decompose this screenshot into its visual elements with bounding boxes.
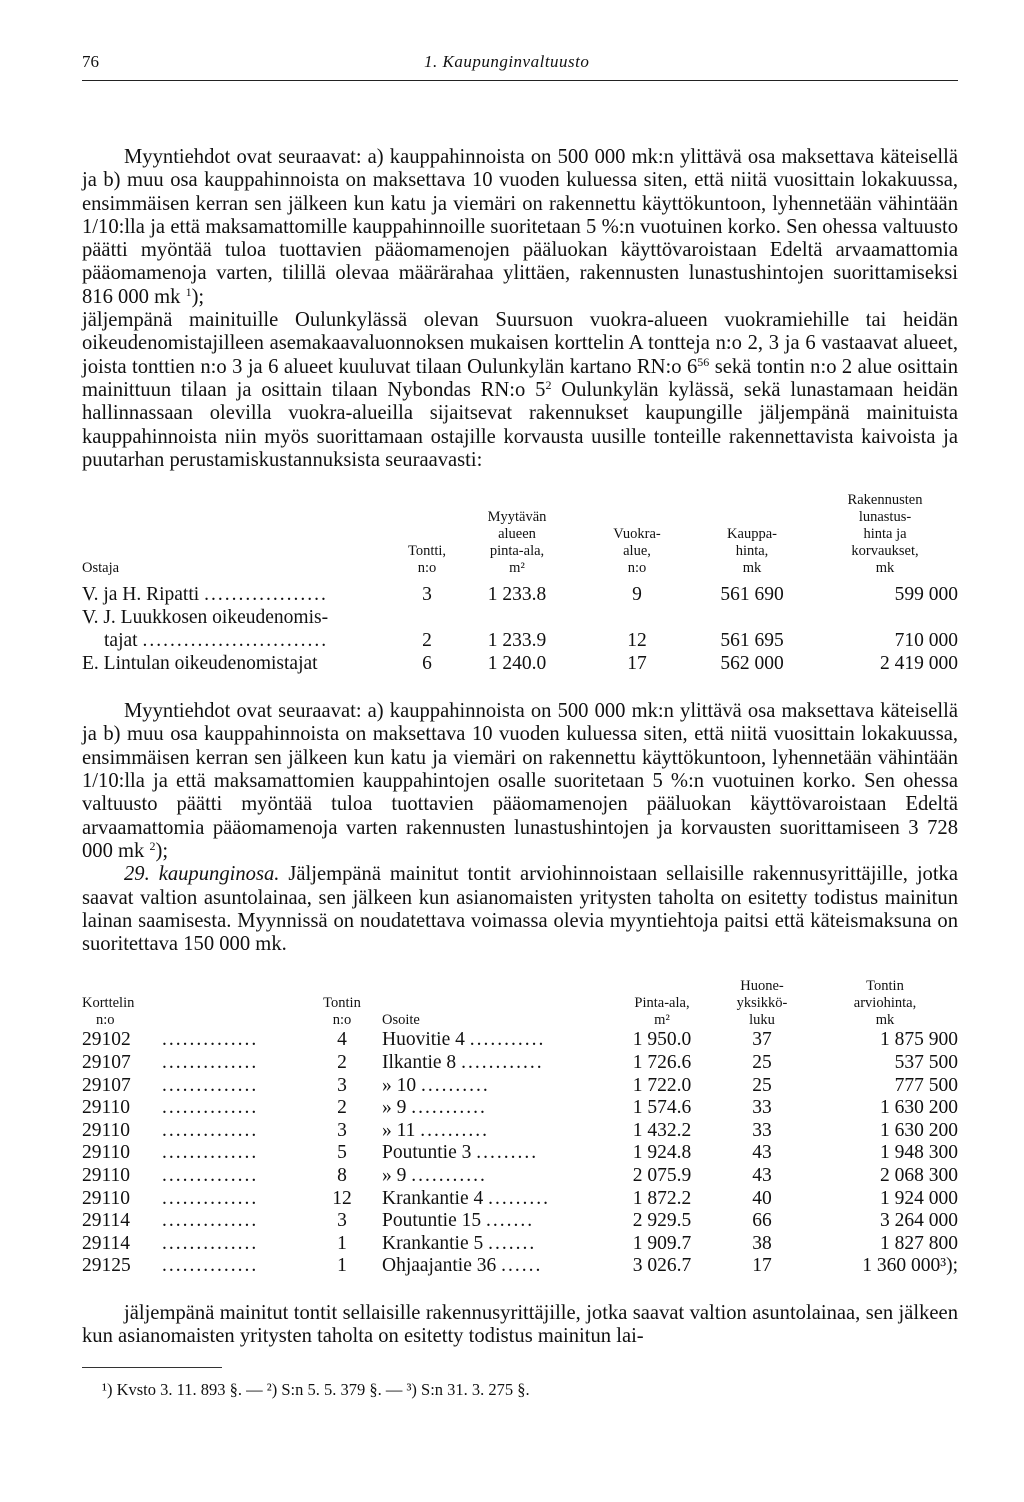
page-header bbox=[82, 48, 958, 81]
cell-osoite: Huovitie 4 ........... bbox=[382, 1029, 546, 1051]
paragraph-continuation: jäljempänä mainitut tontit sellaisille rakennusyrittäjille, jotka saavat valtion asuntolainaa, sen jälkeen kun asianomaisten yritysten taholta on esitetty todistus mainitun lai- bbox=[82, 1301, 958, 1348]
table-row bbox=[82, 1233, 958, 1256]
cell-leader-dots: .............. bbox=[162, 1029, 259, 1051]
document-page bbox=[82, 48, 958, 1400]
cell-leader-dots: .............. bbox=[162, 1232, 259, 1254]
table-row bbox=[82, 1210, 958, 1233]
cell-kortteli: 29114 bbox=[82, 1210, 131, 1232]
table-row: V. J. Luukkosen oikeudenomis- tajat ........................... 2 1 233.9 12 561 695 710 000 bbox=[82, 607, 958, 652]
table-row bbox=[82, 1052, 958, 1075]
cell-huoneyksikko: 37 bbox=[752, 1029, 772, 1051]
page-number: 76 bbox=[82, 52, 99, 71]
cell-arviohinta: 1 924 000 bbox=[880, 1187, 958, 1209]
cell-osoite: Ohjaajantie 36 ...... bbox=[382, 1255, 543, 1277]
cell-arviohinta: 537 500 bbox=[894, 1052, 958, 1074]
cell-kortteli: 29110 bbox=[82, 1164, 131, 1186]
cell-kortteli: 29114 bbox=[82, 1232, 131, 1254]
plots-table bbox=[82, 978, 958, 1278]
cell-pinta-ala: 1 574.6 bbox=[632, 1097, 692, 1119]
footnotes: ¹) Kvsto 3. 11. 893 §. — ²) S:n 5. 5. 379 §. — ³) S:n 31. 3. 275 §. bbox=[102, 1379, 530, 1399]
cell-huoneyksikko: 38 bbox=[752, 1232, 772, 1254]
section-caption: kaupunginosa. bbox=[158, 863, 280, 886]
cell-huoneyksikko: 17 bbox=[752, 1255, 772, 1277]
cell-pinta-ala: 2 929.5 bbox=[632, 1210, 692, 1232]
col-pinta-ala-2: Pinta-ala, m² bbox=[634, 995, 690, 1029]
cell-arviohinta: 1 827 800 bbox=[880, 1232, 958, 1254]
cell-leader-dots: .............. bbox=[162, 1210, 259, 1232]
table-row bbox=[82, 1188, 958, 1211]
cell-huoneyksikko: 43 bbox=[752, 1142, 772, 1164]
col-ostaja: Ostaja bbox=[82, 560, 120, 577]
plots-table-body bbox=[82, 1029, 958, 1278]
cell-leader-dots: .............. bbox=[162, 1142, 259, 1164]
cell-osoite: Poutuntie 3 ......... bbox=[382, 1142, 539, 1164]
cell-tontti: 2 bbox=[337, 1052, 347, 1074]
cell-leader-dots: .............. bbox=[162, 1187, 259, 1209]
plots-table-header bbox=[82, 978, 958, 1029]
cell-leader-dots: .............. bbox=[162, 1097, 259, 1119]
paragraph-sales-terms-1: Myyntiehdot ovat seuraavat: a) kauppahinnoista on 500 000 mk:n ylittävä osa maksettava käteisellä ja b) muu osa kauppahinnoista on maksettava 10 vuoden kuluessa siten, että niitä vuosittain lokakuussa, ensimmäisen kerran sen jälkeen kun katu ja viemäri on rakennettu käyttökuntoon, lyhennetään vähintään 1/10:lla ja että maksamattomille kauppahinnoille suoritetaan 5 %:n vuotuinen korko. Sen ohessa valtuusto päätti myöntää tuloa tuottavien pääomamenojen pääluokan käyttövaroistaan Edeltä arvaamattomia pääomamenoja varten, tilillä olevaa määrärahaa ylittäen, rakennusten lunastushintojen suorittamiseksi 816 000 mk $^1$); bbox=[82, 146, 958, 308]
table-row: E. Lintulan oikeudenomistajat 6 1 240.0 17 562 000 2 419 000 bbox=[82, 653, 958, 675]
cell-huoneyksikko: 25 bbox=[752, 1074, 772, 1096]
cell-tontti: 3 bbox=[337, 1074, 347, 1096]
col-huoneyksikko: Huone- yksikkö- luku bbox=[736, 978, 788, 1029]
cell-leader-dots: .............. bbox=[162, 1255, 259, 1277]
table-row bbox=[82, 1075, 958, 1098]
cell-kortteli: 29110 bbox=[82, 1142, 131, 1164]
cell-osoite: » 9 ........... bbox=[382, 1164, 487, 1186]
cell-arviohinta: 1 630 200 bbox=[880, 1097, 958, 1119]
col-kauppahinta: Kauppa- hinta, mk bbox=[727, 526, 777, 577]
col-arviohinta: Tontin arviohinta, mk bbox=[853, 978, 917, 1029]
col-kortteli: Korttelin n:o bbox=[82, 995, 135, 1029]
table-row: V. ja H. Ripatti .................. 3 1 233.8 9 561 690 599 000 bbox=[82, 584, 958, 606]
cell-leader-dots: .............. bbox=[162, 1164, 259, 1186]
table-row bbox=[82, 1142, 958, 1165]
cell-tontti: 5 bbox=[337, 1142, 347, 1164]
cell-huoneyksikko: 25 bbox=[752, 1052, 772, 1074]
cell-arviohinta: 2 068 300 bbox=[880, 1164, 958, 1186]
table-row bbox=[82, 1255, 958, 1278]
cell-pinta-ala: 2 075.9 bbox=[632, 1164, 692, 1186]
cell-osoite: Ilkantie 8 ............ bbox=[382, 1052, 544, 1074]
table-row bbox=[82, 1097, 958, 1120]
cell-tontti: 1 bbox=[337, 1232, 347, 1254]
cell-leader-dots: .............. bbox=[162, 1074, 259, 1096]
cell-huoneyksikko: 43 bbox=[752, 1164, 772, 1186]
buyers-table-header bbox=[82, 492, 958, 577]
table-row bbox=[82, 1029, 958, 1052]
cell-osoite: » 9 ........... bbox=[382, 1097, 487, 1119]
col-tontti: Tontti, n:o bbox=[407, 543, 447, 577]
cell-kortteli: 29107 bbox=[82, 1052, 131, 1074]
cell-kortteli: 29110 bbox=[82, 1097, 131, 1119]
cell-tontti: 2 bbox=[337, 1097, 347, 1119]
cell-osoite: Krankantie 4 ......... bbox=[382, 1187, 551, 1209]
col-korvaukset: Rakennusten lunastus- hinta ja korvaukset, mk bbox=[847, 492, 923, 577]
cell-leader-dots: .............. bbox=[162, 1052, 259, 1074]
running-title: 1. Kaupunginvaltuusto bbox=[424, 52, 590, 71]
cell-arviohinta: 1 948 300 bbox=[880, 1142, 958, 1164]
cell-pinta-ala: 1 924.8 bbox=[632, 1142, 692, 1164]
cell-pinta-ala: 1 909.7 bbox=[632, 1232, 692, 1254]
col-osoite: Osoite bbox=[382, 1012, 420, 1029]
paragraph-sales-terms-2: Myyntiehdot ovat seuraavat: a) kauppahinnoista on 500 000 mk:n ylittävä osa maksettava käteisellä ja b) muu osa kauppahinnoista on maksettava 10 vuoden kuluessa siten, että niitä vuosittain lokakuussa, ensimmäisen kerran sen jälkeen kun katu ja viemäri on rakennettu käyttökuntoon, lyhennetään vähintään 1/10:lla ja että maksamattomien kauppahintojen osalle suoritetaan 5 %:n vuotuinen korko. Sen ohessa valtuusto päätti myöntää tuloa tuottavien pääomamenojen pääluokan käyttövaroistaan Edeltä arvaamattomia pääomamenoja varten rakennusten lunastushintojen ja korvausten suorittamiseen 3 728 000 mk $^2$); bbox=[82, 700, 958, 862]
cell-tontti: 12 bbox=[332, 1187, 352, 1209]
cell-pinta-ala: 1 950.0 bbox=[632, 1029, 692, 1051]
table-row bbox=[82, 1120, 958, 1143]
cell-pinta-ala: 1 872.2 bbox=[632, 1187, 692, 1209]
cell-arviohinta: 777 500 bbox=[894, 1074, 958, 1096]
col-vuokra-alue: Vuokra- alue, n:o bbox=[613, 526, 661, 577]
cell-huoneyksikko: 40 bbox=[752, 1187, 772, 1209]
cell-huoneyksikko: 33 bbox=[752, 1097, 772, 1119]
col-tontin-nro: Tontin n:o bbox=[323, 995, 361, 1029]
cell-osoite: Poutuntie 15 ....... bbox=[382, 1210, 535, 1232]
paragraph-kaupunginosa-29: 29. kaupunginosa. Jäljempänä mainitut tontit arviohinnoistaan sellaisille rakennusyrittäjille, jotka saavat valtion asuntolainaa, sen jälkeen kun asianomaisten yritysten taholta on esitetty todistus mainitun lainan saamisesta. Myynnissä on noudatettava voimassa olevia myyntiehtoja paitsi että käteismaksuna on suoritettava 150 000 mk. bbox=[82, 863, 958, 956]
cell-kortteli: 29125 bbox=[82, 1255, 131, 1277]
cell-kortteli: 29102 bbox=[82, 1029, 131, 1051]
cell-arviohinta: 1 875 900 bbox=[880, 1029, 958, 1051]
cell-leader-dots: .............. bbox=[162, 1119, 259, 1141]
cell-huoneyksikko: 66 bbox=[752, 1210, 772, 1232]
cell-tontti: 3 bbox=[337, 1119, 347, 1141]
cell-tontti: 3 bbox=[337, 1210, 347, 1232]
buyers-table bbox=[82, 492, 958, 675]
cell-arviohinta: 1 630 200 bbox=[880, 1119, 958, 1141]
cell-arviohinta: 3 264 000 bbox=[880, 1210, 958, 1232]
col-pinta-ala: Myytävän alueen pinta-ala, m² bbox=[487, 509, 547, 577]
cell-pinta-ala: 1 722.0 bbox=[632, 1074, 692, 1096]
cell-osoite: Krankantie 5 ....... bbox=[382, 1232, 537, 1254]
cell-kortteli: 29110 bbox=[82, 1119, 131, 1141]
footnote-divider bbox=[82, 1367, 222, 1368]
cell-kortteli: 29107 bbox=[82, 1074, 131, 1096]
cell-tontti: 8 bbox=[337, 1164, 347, 1186]
cell-pinta-ala: 3 026.7 bbox=[632, 1255, 692, 1277]
cell-osoite: » 11 .......... bbox=[382, 1119, 490, 1141]
cell-osoite: » 10 .......... bbox=[382, 1074, 490, 1096]
cell-kortteli: 29110 bbox=[82, 1187, 131, 1209]
cell-arviohinta: 1 360 000³); bbox=[862, 1255, 958, 1277]
cell-tontti: 4 bbox=[337, 1029, 347, 1051]
table-row bbox=[82, 1165, 958, 1188]
cell-pinta-ala: 1 726.6 bbox=[632, 1052, 692, 1074]
cell-huoneyksikko: 33 bbox=[752, 1119, 772, 1141]
cell-pinta-ala: 1 432.2 bbox=[632, 1119, 692, 1141]
paragraph-oulunkyla: jäljempänä mainituille Oulunkylässä olevan Suursuon vuokra-alueen vuokramiehille tai heidän oikeudenomistajilleen asemakaavaluonnoksen mukaisen korttelin A tontteja n:o 2, 3 ja 6 vastaavat alueet, joista tonttien n:o 3 ja 6 alueet kuuluvat tilaan Oulunkylän kartano RN:o $6^{56}$ sekä tontin n:o 2 alue osittain mainittuun tilaan ja osittain tilaan Nybondas RN:o $5^2$ Oulunkylän kylässä, sekä lunastamaan heidän hallinnassaan olevilla vuokra-alueilla sijaitsevat rakennukset kaupungille jäljempänä mainituista kauppahinnoista niin myös suorittamaan ostajille korvausta uusille tonteille rakennettavista kaivoista ja puutarhan perustamiskustannuksista seuraavasti: bbox=[82, 309, 958, 471]
cell-tontti: 1 bbox=[337, 1255, 347, 1277]
